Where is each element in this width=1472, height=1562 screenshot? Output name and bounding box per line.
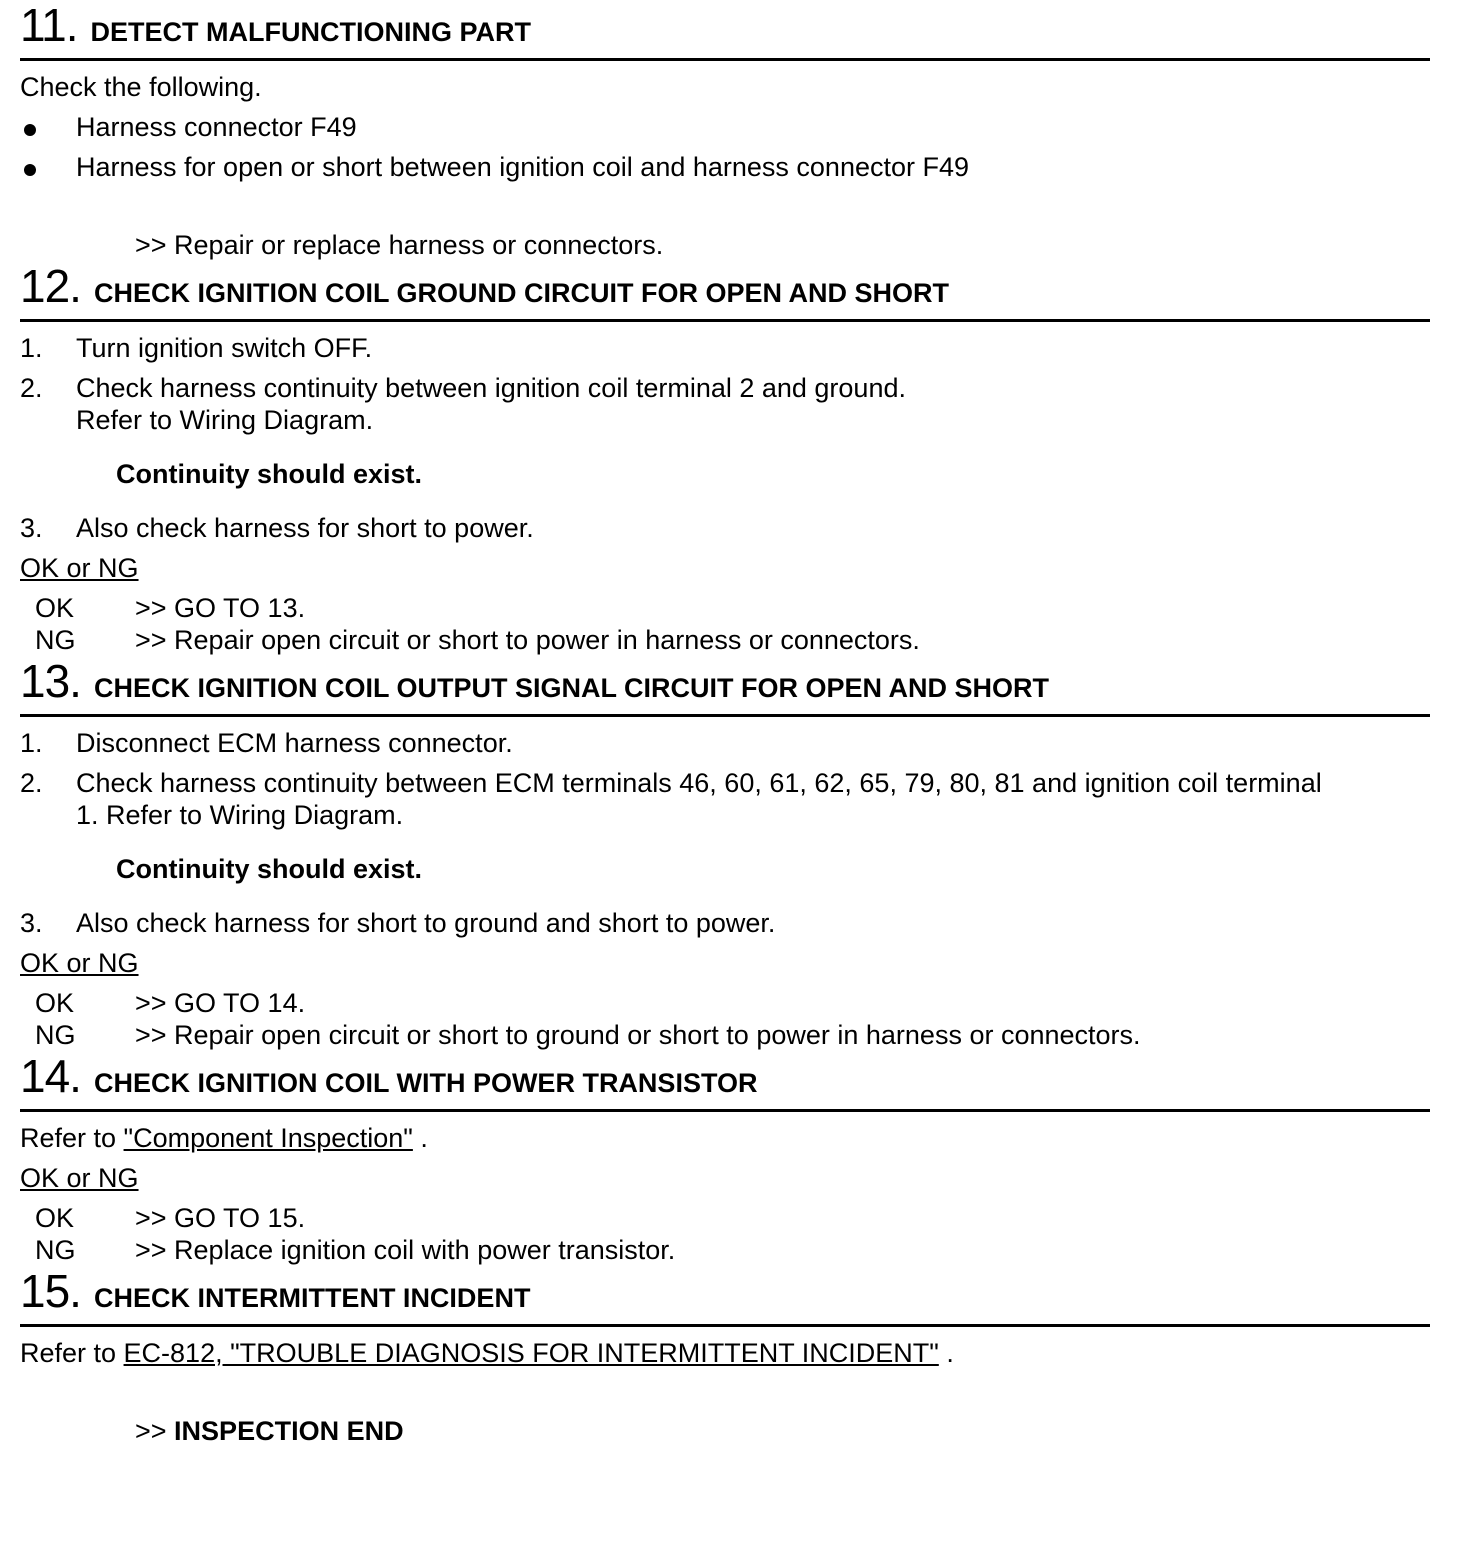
- step-header: 13 . CHECK IGNITION COIL OUTPUT SIGNAL CIRCUIT FOR OPEN AND SHORT: [20, 655, 1049, 707]
- step-title: DETECT MALFUNCTIONING PART: [90, 17, 532, 47]
- component-inspection-link[interactable]: "Component Inspection": [123, 1123, 413, 1153]
- ok-ng-label: OK or NG: [20, 948, 139, 978]
- refer-text: Refer to EC-812, "TROUBLE DIAGNOSIS FOR INTERMITTENT INCIDENT" .: [20, 1338, 954, 1368]
- ng-result: NG >> Repair open circuit or short to power in harness or connectors.: [35, 625, 920, 655]
- step-title: CHECK INTERMITTENT INCIDENT: [93, 1283, 531, 1313]
- spec-text: Continuity should exist.: [116, 459, 423, 489]
- ng-result: NG >> Replace ignition coil with power transistor.: [35, 1235, 676, 1265]
- step-title: CHECK IGNITION COIL WITH POWER TRANSISTOR: [93, 1068, 758, 1098]
- step-13: [20, 656, 1430, 1051]
- divider: [20, 714, 1430, 717]
- step-number: 11: [20, 0, 66, 51]
- numbered-item: 1. Turn ignition switch OFF.: [20, 333, 373, 363]
- step-14: [20, 1051, 1430, 1266]
- step-15: [20, 1266, 1430, 1447]
- ok-ng-label: OK or NG: [20, 553, 139, 583]
- intermittent-incident-link[interactable]: EC-812, "TROUBLE DIAGNOSIS FOR INTERMITTENT INCIDENT": [123, 1338, 939, 1368]
- step-number: 15: [20, 1265, 70, 1317]
- end-text: >> INSPECTION END: [135, 1416, 404, 1446]
- step-number: 13: [20, 655, 70, 707]
- step-12: [20, 261, 1430, 656]
- numbered-item: 3. Also check harness for short to power.: [20, 513, 534, 543]
- numbered-item: 1. Disconnect ECM harness connector.: [20, 728, 513, 758]
- bullet-item: Harness for open or short between ignition coil and harness connector F49: [20, 151, 1430, 183]
- step-header: 14 . CHECK IGNITION COIL WITH POWER TRANSISTOR: [20, 1050, 758, 1102]
- bullet-item: Harness connector F49: [20, 111, 1430, 143]
- intro-text: Check the following.: [20, 72, 262, 102]
- numbered-item: 2. Check harness continuity between ECM terminals 46, 60, 61, 62, 65, 79, 80, 81 and ignition coil terminal 1. Refer to Wiring Diagram.: [20, 768, 1322, 830]
- step-header: 11 . DETECT MALFUNCTIONING PART: [20, 0, 532, 51]
- step-title: CHECK IGNITION COIL OUTPUT SIGNAL CIRCUIT FOR OPEN AND SHORT: [93, 673, 1049, 703]
- divider: [20, 58, 1430, 61]
- step-11: [20, 0, 1430, 261]
- step-title: CHECK IGNITION COIL GROUND CIRCUIT FOR OPEN AND SHORT: [93, 278, 949, 308]
- bullet-icon: [24, 124, 36, 136]
- document: [20, 0, 1430, 1447]
- ok-result: OK >> GO TO 13.: [35, 593, 306, 623]
- bullet-icon: [24, 164, 36, 176]
- action-text: >> Repair or replace harness or connectors.: [135, 230, 664, 260]
- refer-text: Refer to "Component Inspection" .: [20, 1123, 428, 1153]
- step-header: 12 . CHECK IGNITION COIL GROUND CIRCUIT FOR OPEN AND SHORT: [20, 260, 949, 312]
- step-header: 15 . CHECK INTERMITTENT INCIDENT: [20, 1265, 531, 1317]
- spec-text: Continuity should exist.: [116, 854, 423, 884]
- divider: [20, 319, 1430, 322]
- step-number: 12: [20, 260, 70, 312]
- numbered-item: 3. Also check harness for short to ground and short to power.: [20, 908, 776, 938]
- ng-result: NG >> Repair open circuit or short to ground or short to power in harness or connectors.: [35, 1020, 1141, 1050]
- ok-result: OK >> GO TO 15.: [35, 1203, 306, 1233]
- divider: [20, 1109, 1430, 1112]
- ok-ng-label: OK or NG: [20, 1163, 139, 1193]
- step-number: 14: [20, 1050, 70, 1102]
- ok-result: OK >> GO TO 14.: [35, 988, 306, 1018]
- numbered-item: 2. Check harness continuity between ignition coil terminal 2 and ground. Refer to Wiring Diagram.: [20, 373, 906, 435]
- divider: [20, 1324, 1430, 1327]
